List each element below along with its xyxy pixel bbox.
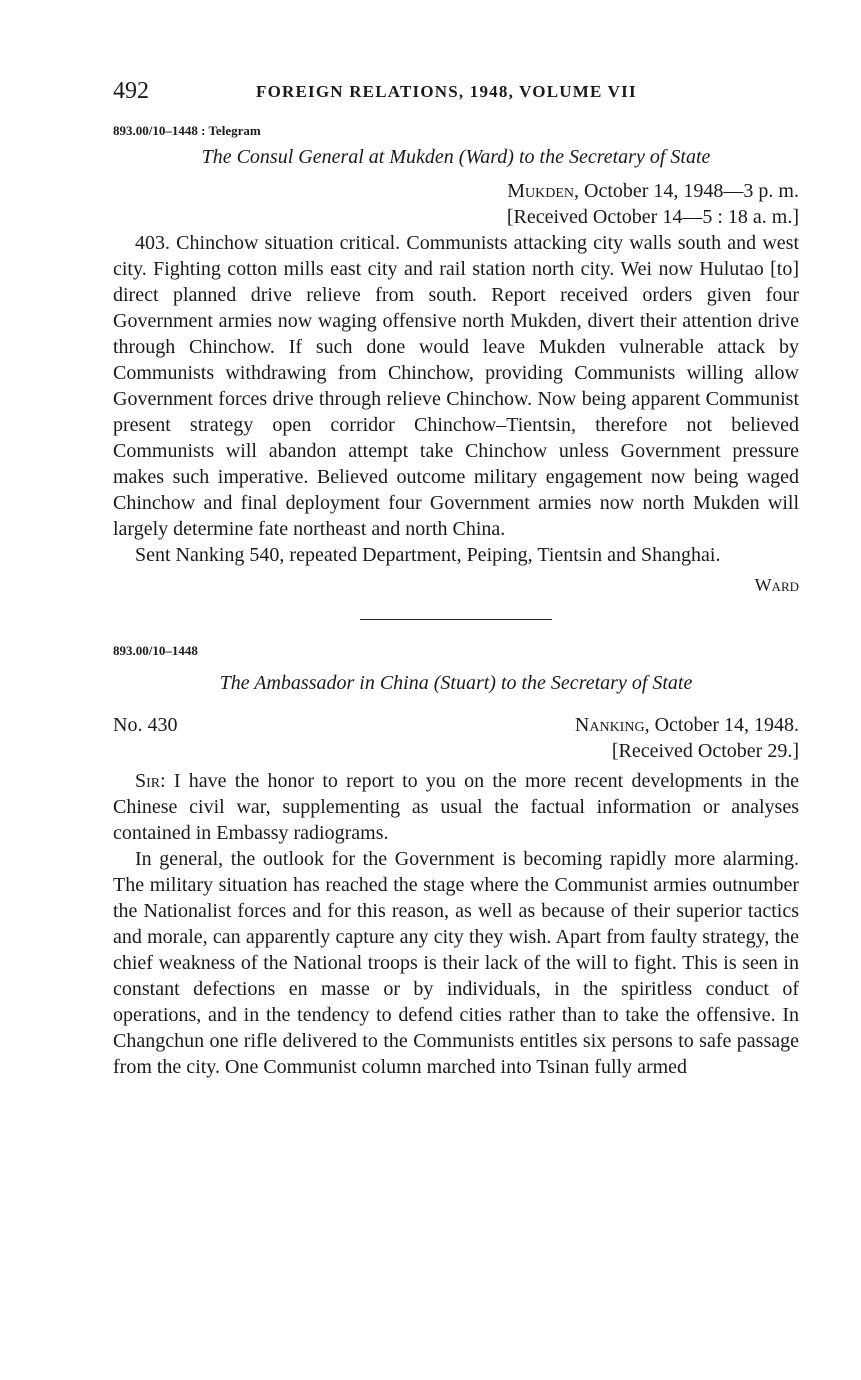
doc1-title: The Consul General at Mukden (Ward) to the Secretary of State [201, 146, 711, 168]
doc2-place-date [575, 712, 799, 738]
doc2-date: , October 14, 1948. [644, 714, 799, 736]
page-number: 492 [113, 78, 149, 104]
doc2-received: [Received October 29.] [611, 740, 799, 762]
doc1-received: [Received October 14—5 : 18 a. m.] [506, 206, 799, 228]
doc2-title: The Ambassador in China (Stuart) to the Secretary of State [219, 672, 693, 694]
doc2-paragraph-1 [113, 768, 799, 846]
doc2-paragraph-1-text: : I have the honor to report to you on the more recent developments in the Chinese civil war, supplementing as usual the factual information or analyses contained in Embassy radiograms. [113, 770, 799, 844]
doc2-paragraph-2: In general, the outlook for the Government is becoming rapidly more alarming. The military situation has reached the stage where the Communist armies outnumber the Nationalist forces and for this reason, as well as because of their superior tactics and morale, can apparently capture any city they wish. Apart from faulty strategy, the chief weakness of the National troops is their lack of the will to fight. This is seen in constant defections en masse or by individuals, in the spiritless conduct of operations, and in the tendency to defend cities rather than to take the offensive. In Changchun one rifle delivered to the Communists entitles six persons to safe passage from the city. One Communist column marched into Tsinan fully armed [113, 848, 799, 1078]
document-page [113, 76, 799, 1080]
doc1-signature: Ward [754, 575, 799, 595]
section-divider [360, 619, 552, 620]
doc1-paragraph-1: 403. Chinchow situation critical. Communists attacking city walls south and west city. Fighting cotton mills east city and rail station north city. Wei now Hulutao [to] direct planned drive relieve from south. Report received orders given four Government armies now waging offensive north Mukden, divert their attention drive through Chinchow. If such done would leave Mukden vulnerable attack by Communists withdrawing from Chinchow, providing Communists willing allow Government forces drive through relieve Chinchow. Now being apparent Communist present strategy open corridor Chinchow–Tientsin, therefore not believed Communists will abandon attempt take Chinchow unless Government pressure makes such imperative. Believed outcome military engagement now being waged Chinchow and final deployment four Government armies now north Mukden will largely determine fate northeast and north China. [113, 232, 799, 540]
doc1-place-date [113, 178, 799, 204]
doc1-date: , October 14, 1948—3 p. m. [574, 180, 799, 202]
doc1-place: Mukden [507, 180, 575, 202]
doc1-dateline [113, 178, 799, 230]
running-title: FOREIGN RELATIONS, 1948, VOLUME VII [256, 82, 637, 101]
doc2-file-reference: 893.00/10–1448 [113, 643, 198, 658]
doc2-number-dateline [113, 712, 799, 738]
doc1-file-reference: 893.00/10–1448 : Telegram [113, 123, 261, 138]
running-head [113, 76, 799, 110]
doc2-number: No. 430 [113, 714, 178, 736]
doc2-salutation: Sir [135, 770, 161, 792]
doc2-place: Nanking [574, 714, 645, 736]
doc1-paragraph-2: Sent Nanking 540, repeated Department, Peiping, Tientsin and Shanghai. [135, 544, 721, 566]
